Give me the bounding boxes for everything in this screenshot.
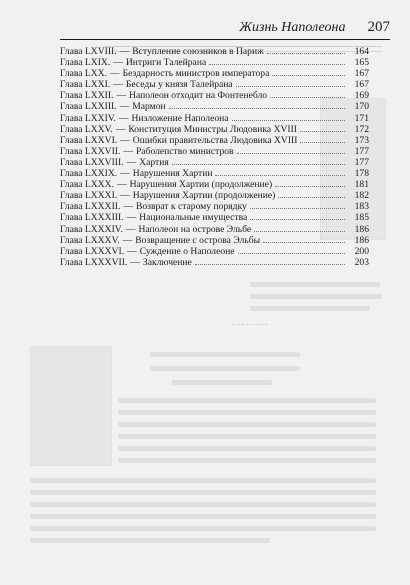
toc-dash: — <box>120 190 130 202</box>
toc-entry <box>60 57 369 68</box>
toc-dot-leader <box>272 75 345 76</box>
toc-chapter-title: Возвращение с острова Эльбы <box>135 234 261 246</box>
toc-entry <box>60 90 369 101</box>
toc-chapter-title: Наполеон отходит на Фонтенебло <box>129 90 268 102</box>
toc-dash: — <box>120 134 130 146</box>
toc-page-number: 200 <box>354 245 369 257</box>
toc-dash: — <box>119 101 130 113</box>
toc-dot-leader <box>236 86 345 87</box>
toc-dot-leader <box>215 175 345 176</box>
toc-dot-leader <box>250 208 345 209</box>
toc-entry <box>60 124 369 135</box>
toc-chapter-title: Наполеон на острове Эльбе <box>138 223 252 235</box>
toc-entry <box>60 46 369 57</box>
toc-chapter-title: Нарушения Хартии <box>132 168 213 180</box>
toc-entry <box>60 157 369 168</box>
toc-chapter-number: Глава LXXV. <box>60 123 113 135</box>
toc-entry <box>60 212 369 223</box>
toc-page-number: 167 <box>354 68 369 80</box>
toc-dash: — <box>125 223 136 235</box>
toc-entry <box>60 257 369 268</box>
toc-chapter-number: Глава LXXX. <box>60 179 114 191</box>
bleed-through-line <box>150 352 300 357</box>
toc-dot-leader <box>250 219 345 220</box>
running-title: Жизнь Наполеона <box>239 20 346 35</box>
toc-chapter-number: Глава LXXIII. <box>60 101 117 113</box>
toc-chapter-title: Нарушения Хартии (продолжение) <box>129 179 273 191</box>
toc-chapter-number: Глава LXXVIII. <box>60 156 124 168</box>
toc-dash: — <box>110 68 120 80</box>
toc-chapter-number: Глава LXXVII. <box>60 145 121 157</box>
toc-entry <box>60 179 369 190</box>
toc-dash: — <box>115 123 126 135</box>
toc-dash: — <box>127 245 137 257</box>
toc-dot-leader <box>172 164 345 165</box>
toc-chapter-number: Глава LXVIII. <box>60 46 117 57</box>
toc-chapter-number: Глава LXXXV. <box>60 234 120 246</box>
toc-entry <box>60 135 369 146</box>
bleed-through-line <box>118 410 376 415</box>
bleed-through-cover-image <box>30 346 112 466</box>
toc-dot-leader <box>270 97 345 98</box>
toc-page-number: 183 <box>354 201 369 213</box>
toc-dot-leader <box>300 142 345 143</box>
bleed-through-line <box>30 502 376 507</box>
toc-page-number: 182 <box>354 190 369 202</box>
toc-chapter-title: Беседы у князя Талейрана <box>125 79 233 91</box>
table-of-contents <box>60 46 369 268</box>
toc-page-number: 177 <box>354 145 369 157</box>
toc-dot-leader <box>237 153 345 154</box>
toc-dot-leader <box>275 186 345 187</box>
toc-entry <box>60 235 369 246</box>
toc-page-number: 178 <box>354 168 369 180</box>
toc-dot-leader <box>169 108 345 109</box>
toc-chapter-title: Интриги Талейрана <box>125 57 207 69</box>
toc-chapter-number: Глава LXXIX. <box>60 168 118 180</box>
toc-entry <box>60 246 369 257</box>
toc-dot-leader <box>209 64 345 65</box>
bleed-through-line <box>150 366 300 371</box>
toc-chapter-number: Глава LXXII. <box>60 90 114 102</box>
toc-chapter-title: Низложение Наполеона <box>131 112 229 124</box>
bleed-through-line <box>30 514 376 519</box>
toc-page-number: 164 <box>354 46 369 57</box>
page-number: 207 <box>367 19 390 35</box>
toc-entry <box>60 190 369 201</box>
toc-chapter-title: Мармон <box>132 101 166 113</box>
toc-chapter-number: Глава LXXXVII. <box>60 256 128 268</box>
toc-page-number: 170 <box>354 101 369 113</box>
bleed-through-line <box>30 526 376 531</box>
toc-dash: — <box>113 79 123 91</box>
toc-chapter-title: Бездарность министров императора <box>122 68 270 80</box>
toc-page-number: 186 <box>354 223 369 235</box>
bleed-through-line <box>250 294 382 299</box>
bleed-through-line <box>118 434 376 439</box>
toc-page-number: 171 <box>354 112 369 124</box>
toc-chapter-title: Заключение <box>142 256 192 268</box>
toc-chapter-title: Нарушения Хартии (продолжение) <box>132 190 276 202</box>
toc-dash: — <box>130 256 140 268</box>
bleed-through-divider <box>232 324 268 325</box>
toc-chapter-title: Вступление союзников в Париж <box>132 46 264 57</box>
toc-chapter-number: Глава LXXI. <box>60 79 111 91</box>
toc-dash: — <box>120 168 130 180</box>
toc-chapter-number: Глава LXXIV. <box>60 112 116 124</box>
toc-dash: — <box>118 112 129 124</box>
bleed-through-line <box>250 282 380 287</box>
toc-entry <box>60 113 369 124</box>
toc-dot-leader <box>263 242 345 243</box>
toc-chapter-title: Национальные имущества <box>139 212 248 224</box>
toc-page-number: 173 <box>354 134 369 146</box>
toc-entry <box>60 168 369 179</box>
toc-page-number: 186 <box>354 234 369 246</box>
bleed-through-line <box>118 458 376 463</box>
toc-dash: — <box>126 212 137 224</box>
toc-chapter-title: Возврат к старому порядку <box>135 201 247 213</box>
toc-chapter-number: Глава LXXXII. <box>60 201 121 213</box>
toc-dash: — <box>123 145 133 157</box>
toc-chapter-title: Суждение о Наполеоне <box>139 245 235 257</box>
toc-dash: — <box>116 90 127 102</box>
toc-dash: — <box>116 179 127 191</box>
running-header <box>60 14 390 40</box>
toc-entry <box>60 201 369 212</box>
toc-entry <box>60 79 369 90</box>
toc-chapter-number: Глава LXX. <box>60 68 108 80</box>
toc-chapter-number: Глава LXXXIII. <box>60 212 124 224</box>
toc-chapter-number: Глава LXXXIV. <box>60 223 123 235</box>
toc-dash: — <box>119 46 130 57</box>
toc-page-number: 165 <box>354 57 369 69</box>
bleed-through-line <box>30 538 270 543</box>
bleed-through-line <box>30 478 376 483</box>
bleed-through-line <box>250 306 370 311</box>
toc-dash: — <box>122 234 133 246</box>
toc-chapter-title: Хартия <box>139 156 169 168</box>
toc-entry <box>60 146 369 157</box>
toc-entry <box>60 101 369 112</box>
toc-page-number: 185 <box>354 212 369 224</box>
bleed-through-line <box>30 490 376 495</box>
toc-dot-leader <box>238 253 345 254</box>
toc-dot-leader <box>232 120 345 121</box>
toc-page-number: 169 <box>354 90 369 102</box>
toc-entry <box>60 68 369 79</box>
toc-page-number: 167 <box>354 79 369 91</box>
bleed-through-line <box>172 380 272 385</box>
toc-dash: — <box>126 156 137 168</box>
toc-chapter-number: Глава LXXVI. <box>60 134 118 146</box>
bleed-through-line <box>118 446 376 451</box>
toc-chapter-title: Раболепство министров <box>135 145 234 157</box>
toc-dash: — <box>123 201 133 213</box>
toc-dash: — <box>113 57 123 69</box>
toc-chapter-number: Глава LXXXI. <box>60 190 118 202</box>
toc-dot-leader <box>195 264 345 265</box>
bleed-through-line <box>118 398 376 403</box>
toc-page-number: 203 <box>354 256 369 268</box>
toc-page-number: 177 <box>354 156 369 168</box>
toc-chapter-number: Глава LXIX. <box>60 57 111 69</box>
toc-dot-leader <box>267 53 345 54</box>
bleed-through-line <box>118 422 376 427</box>
toc-chapter-number: Глава LXXXVI. <box>60 245 125 257</box>
toc-page-number: 172 <box>354 123 369 135</box>
toc-entry <box>60 224 369 235</box>
toc-chapter-title: Конституция Министры Людовика XVIII <box>128 123 298 135</box>
toc-dot-leader <box>300 131 345 132</box>
toc-dot-leader <box>254 231 345 232</box>
toc-chapter-title: Ошибки правительства Людовика XVIII <box>132 134 298 146</box>
toc-dot-leader <box>278 197 345 198</box>
toc-page-number: 181 <box>354 179 369 191</box>
